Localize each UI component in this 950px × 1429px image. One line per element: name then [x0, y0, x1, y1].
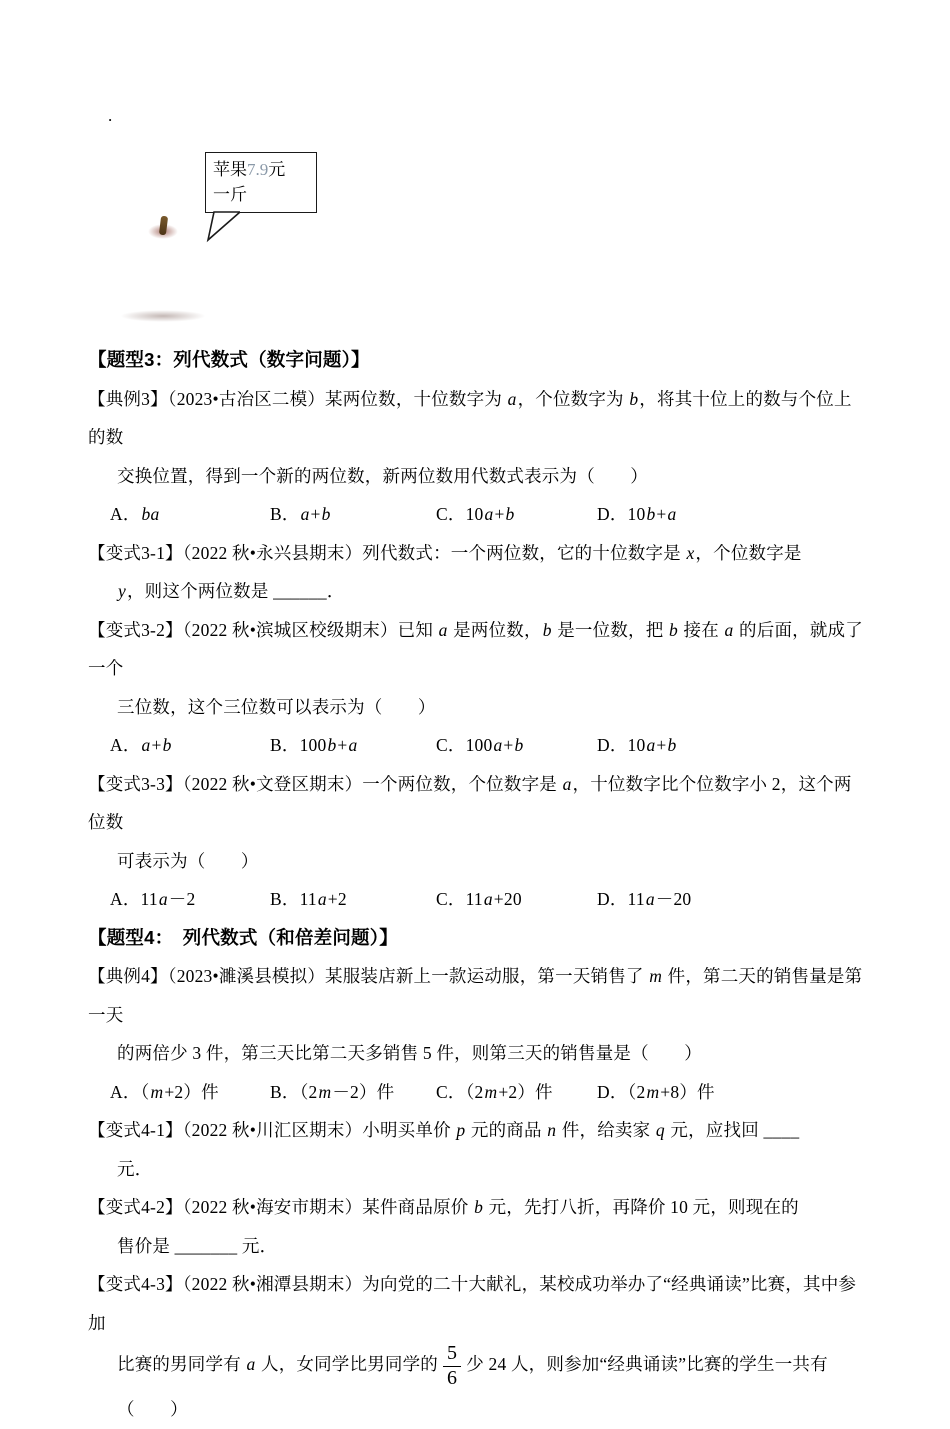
text-segment: 100	[465, 735, 493, 755]
top-dot: .	[108, 106, 113, 125]
text-segment: 件，给卖家	[557, 1120, 655, 1140]
option-letter: D．	[597, 1081, 628, 1102]
text-segment: 接在	[678, 619, 724, 640]
option-letter: D．	[597, 504, 628, 524]
problem-block	[88, 1265, 864, 1429]
math-variable: a	[646, 735, 656, 755]
apple-body	[112, 228, 212, 320]
math-variable: m	[150, 1081, 164, 1102]
speech-bubble-tail	[206, 211, 250, 243]
option-D	[597, 495, 864, 534]
problem-block	[88, 1188, 864, 1265]
fraction-numerator: 5	[443, 1342, 461, 1367]
math-variable: a	[317, 889, 327, 909]
text-segment: 【变式3-1】（2022 秋•永兴县期末）列代数式：一个两位数，它的十位数字是	[88, 542, 686, 563]
problem-block	[88, 611, 864, 765]
text-line	[88, 1150, 864, 1189]
text-segment: +	[656, 735, 667, 755]
option-D	[597, 1073, 864, 1112]
text-segment: 100	[299, 735, 327, 755]
math-variable: a	[438, 619, 448, 640]
option-C	[436, 880, 597, 919]
bubble-text-line1	[213, 160, 285, 179]
text-line	[88, 534, 864, 573]
math-variable: n	[547, 1120, 557, 1140]
option-C	[436, 726, 597, 765]
option-B	[270, 495, 436, 534]
fraction-denominator: 6	[447, 1366, 458, 1389]
text-segment: 售价是 _______ 元．	[117, 1235, 278, 1256]
fraction	[443, 1342, 461, 1390]
bubble-prefix: 苹果	[213, 160, 247, 179]
math-variable: a	[667, 504, 677, 524]
math-variable: b	[629, 388, 639, 409]
text-segment: +	[503, 735, 514, 755]
text-segment: 【变式4-2】（2022 秋•海安市期末）某件商品原价	[88, 1197, 474, 1217]
text-segment: 【变式4-1】（2022 秋•川汇区期末）小明买单价	[88, 1120, 456, 1140]
text-segment: ，将其十位上的数与个位上的数	[88, 388, 852, 447]
text-segment: +20	[493, 889, 522, 909]
text-segment: +	[151, 735, 162, 755]
option-letter: C．	[436, 504, 466, 524]
math-variable: a	[484, 504, 494, 524]
problem-block	[88, 534, 864, 611]
options-row	[88, 495, 864, 534]
options-row	[88, 880, 864, 919]
math-variable: a	[246, 1354, 256, 1375]
option-letter: D．	[597, 735, 628, 755]
text-segment: 元，应找回 ____	[665, 1120, 800, 1140]
text-line	[88, 1342, 864, 1429]
option-B	[270, 880, 436, 919]
option-letter: D．	[597, 889, 628, 909]
text-segment: 的两倍少 3 件，第三天比第二天多销售 5 件，则第三天的销售量是（ ）	[117, 1043, 702, 1063]
text-segment: －2	[168, 889, 196, 909]
text-segment: ，个位数字为	[517, 388, 629, 409]
text-line	[88, 1265, 864, 1342]
text-line	[88, 380, 864, 457]
text-segment: 是一位数，把	[552, 619, 668, 640]
math-variable: b	[327, 735, 337, 755]
math-variable: b	[474, 1197, 484, 1217]
text-segment: +	[656, 504, 667, 524]
text-segment: ，则这个两位数是 ______．	[126, 581, 345, 601]
text-segment: +	[494, 504, 505, 524]
math-variable: a	[141, 735, 151, 755]
text-segment: 【典例4】（2023•濉溪县模拟）某服装店新上一款运动服，第一天销售了	[88, 966, 649, 986]
text-line	[88, 1188, 864, 1227]
text-segment: 11	[299, 889, 317, 909]
text-segment: 的后面，就成了一个	[88, 619, 863, 678]
math-variable: b	[514, 735, 524, 755]
text-segment: 【变式3-3】（2022 秋•文登区期末）一个两位数，个位数字是	[88, 773, 562, 794]
math-variable: b	[667, 735, 677, 755]
text-line	[88, 1227, 864, 1266]
text-line	[88, 957, 864, 1034]
text-segment: （2	[465, 1081, 484, 1102]
option-letter: A．	[110, 504, 141, 524]
option-B	[270, 726, 436, 765]
worksheet-content	[0, 341, 950, 1429]
text-segment: －20	[655, 889, 692, 909]
text-segment: （2	[299, 1081, 318, 1102]
math-variable: a	[493, 735, 503, 755]
text-segment: 11	[627, 889, 645, 909]
math-variable: b	[646, 504, 656, 524]
text-segment: 10	[627, 504, 646, 524]
option-C	[436, 1073, 597, 1112]
text-line	[88, 1111, 864, 1150]
math-variable: p	[456, 1120, 466, 1140]
option-letter: C．	[436, 735, 466, 755]
text-segment: +8）件	[660, 1081, 715, 1102]
text-segment: ，个位数字是	[695, 542, 802, 563]
text-segment: 三位数，这个三位数可以表示为（ ）	[117, 696, 436, 717]
option-letter: C．	[436, 889, 466, 909]
text-segment: ，十位数字比个位数字小 2，这个两位数	[88, 773, 852, 832]
math-variable: a	[724, 619, 734, 640]
speech-bubble	[205, 152, 317, 213]
math-variable: a	[348, 735, 358, 755]
option-letter: B．	[270, 1081, 300, 1102]
text-line	[88, 842, 864, 881]
math-variable: b	[669, 619, 678, 640]
text-segment: －2）件	[332, 1081, 395, 1102]
text-line	[88, 611, 864, 688]
text-segment: 元的商品	[466, 1120, 547, 1140]
option-letter: A．	[110, 735, 141, 755]
math-variable: a	[300, 504, 310, 524]
option-letter: B．	[270, 504, 300, 524]
text-segment: （2	[627, 1081, 646, 1102]
options-row	[88, 1073, 864, 1112]
math-variable: a	[562, 773, 572, 794]
math-variable: b	[162, 735, 172, 755]
text-segment: +	[337, 735, 348, 755]
text-segment: +2	[327, 889, 347, 909]
option-letter: A．	[110, 889, 141, 909]
option-D	[597, 726, 864, 765]
text-segment: 10	[627, 735, 646, 755]
option-D	[597, 880, 864, 919]
text-segment: 可表示为（ ）	[117, 850, 259, 871]
option-C	[436, 495, 597, 534]
option-A	[110, 880, 270, 919]
text-line	[88, 765, 864, 842]
text-segment: 少 24 人，则参加“经典诵读”比赛的学生一共有（ ）	[117, 1354, 828, 1420]
text-line	[88, 457, 864, 496]
text-segment: 10	[465, 504, 484, 524]
math-variable: y	[118, 581, 126, 601]
option-A	[110, 1073, 270, 1112]
section-heading: 【题型4： 列代数式（和倍差问题）】	[88, 926, 398, 948]
problem-block	[88, 765, 864, 919]
math-variable: a	[483, 889, 493, 909]
text-segment: 【变式4-3】（2022 秋•湘潭县期末）为向党的二十大献礼，某校成功举办了“经典诵读”比赛，其中参加	[88, 1274, 857, 1333]
text-segment: 交换位置，得到一个新的两位数，新两位数用代数式表示为（ ）	[117, 465, 648, 486]
bubble-price: 7.9	[247, 160, 269, 179]
text-segment: 人，女同学比男同学的	[256, 1354, 439, 1375]
text-segment: 元，先打八折，再降价 10 元，则现在的	[484, 1197, 799, 1217]
math-variable: a	[645, 889, 655, 909]
bubble-suffix: 元	[268, 160, 286, 179]
option-letter: A．	[110, 1081, 141, 1102]
option-A	[110, 726, 270, 765]
section-heading: 【题型3：列代数式（数字问题）】	[88, 349, 370, 370]
option-A	[110, 495, 270, 534]
text-segment: 元．	[117, 1158, 153, 1179]
apple-image	[112, 216, 214, 324]
math-variable: ba	[141, 504, 160, 524]
problem-block	[88, 1111, 864, 1188]
text-line	[88, 572, 864, 611]
math-variable: m	[649, 966, 663, 986]
text-segment: +2）件	[164, 1081, 219, 1102]
math-variable: a	[507, 388, 517, 409]
math-variable: m	[646, 1081, 660, 1102]
option-B	[270, 1073, 436, 1112]
math-variable: a	[158, 889, 168, 909]
options-row	[88, 726, 864, 765]
text-segment: （	[140, 1081, 150, 1102]
text-segment: 件，第二天的销售量是第一天	[88, 966, 863, 1025]
math-variable: m	[484, 1081, 498, 1102]
bubble-text-line2: 一斤	[213, 185, 247, 204]
text-segment: 是两位数，	[448, 619, 542, 640]
option-letter: B．	[270, 735, 300, 755]
text-segment: +2）件	[498, 1081, 553, 1102]
text-segment: 11	[140, 889, 158, 909]
text-segment: 11	[465, 889, 483, 909]
text-segment: +	[310, 504, 321, 524]
math-variable: b	[542, 619, 552, 640]
math-variable: b	[505, 504, 515, 524]
math-variable: m	[318, 1081, 332, 1102]
option-letter: B．	[270, 889, 300, 909]
text-segment: 【典例3】（2023•古冶区二模）某两位数，十位数字为	[88, 388, 507, 409]
problem-block	[88, 380, 864, 534]
text-segment: 比赛的男同学有	[117, 1354, 246, 1375]
text-segment: 【变式3-2】（2022 秋•滨城区校级期末）已知	[88, 619, 438, 640]
math-variable: q	[655, 1120, 665, 1140]
option-letter: C．	[436, 1081, 466, 1102]
text-line	[88, 688, 864, 727]
problem-block	[88, 957, 864, 1111]
text-line	[88, 1034, 864, 1073]
math-variable: x	[686, 542, 695, 563]
math-variable: b	[321, 504, 331, 524]
